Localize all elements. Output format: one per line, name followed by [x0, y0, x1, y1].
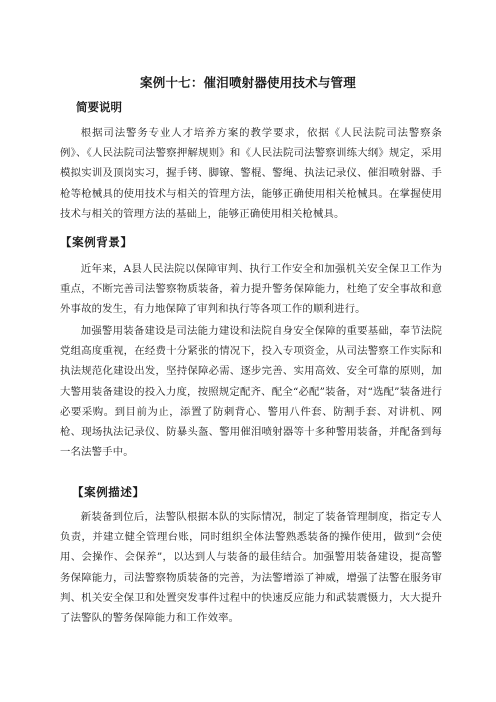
summary-heading: 简要说明	[76, 100, 122, 114]
description-heading: 【案例描述】	[72, 485, 145, 499]
document-title: 案例十七：催泪喷射器使用技术与管理	[140, 75, 356, 90]
background-paragraph-2: 加强警用装备建设是司法能力建设和法院自身安全保障的重要基础，奉节法院党组高度重视，在经费十分紧张的情况下，投入专项资金，从司法警察工作实际和执法规范化建设出发，坚持保障必需、逐步完善、实用高效、安全可靠的原则，加大警用装备建设的投入力度，按照规定配齐、配全“必配”装备，对“选配”装备进行必要采购。到目前为止，添置了防刺背心、警用八件套、防割手套、对讲机、网枪、现场执法记录仪、防暴头盔、警用催泪喷射器等十多种警用装备，并配备到每一名法警手中。	[60, 325, 442, 459]
description-paragraph: 新装备到位后，法警队根据本队的实际情况，制定了装备管理制度，指定专人负责，并建立健全管理台账，同时组织全体法警熟悉装备的操作使用，做到“会使用、会操作、会保养”，以达到人与装备的最佳结合。加强警用装备建设，提高警务保障能力，司法警察物质装备的完善，为法警增添了神威，增强了法警在服务审判、机关安全保卫和处置突发事件过程中的快速反应能力和武装震慑力，大大提升了法警队的警务保障能力和工作效率。	[60, 511, 442, 625]
summary-paragraph: 根据司法警务专业人才培养方案的教学要求，依据《人民法院司法警察条例》、《人民法院司法警察押解规则》和《人民法院司法警察训练大纲》规定，采用模拟实训及顶岗实习，握手铐、脚镣、警棍、警绳、执法记录仪、催泪喷射器、手枪等枪械具的使用技术与相关的管理方法，能够正确使用相关枪械具。在掌握使用技术与相关的管理方法的基础上，能够正确使用相关枪械具。	[60, 127, 442, 220]
background-heading: 【案例背景】	[60, 235, 133, 249]
background-paragraph-1: 近年来，A县人民法院以保障审判、执行工作安全和加强机关安全保卫工作为重点，不断完善司法警察物质装备，着力提升警务保障能力，杜绝了安全事故和意外事故的发生，有力地保障了审判和执行等各项工作的顺利进行。	[60, 263, 442, 316]
